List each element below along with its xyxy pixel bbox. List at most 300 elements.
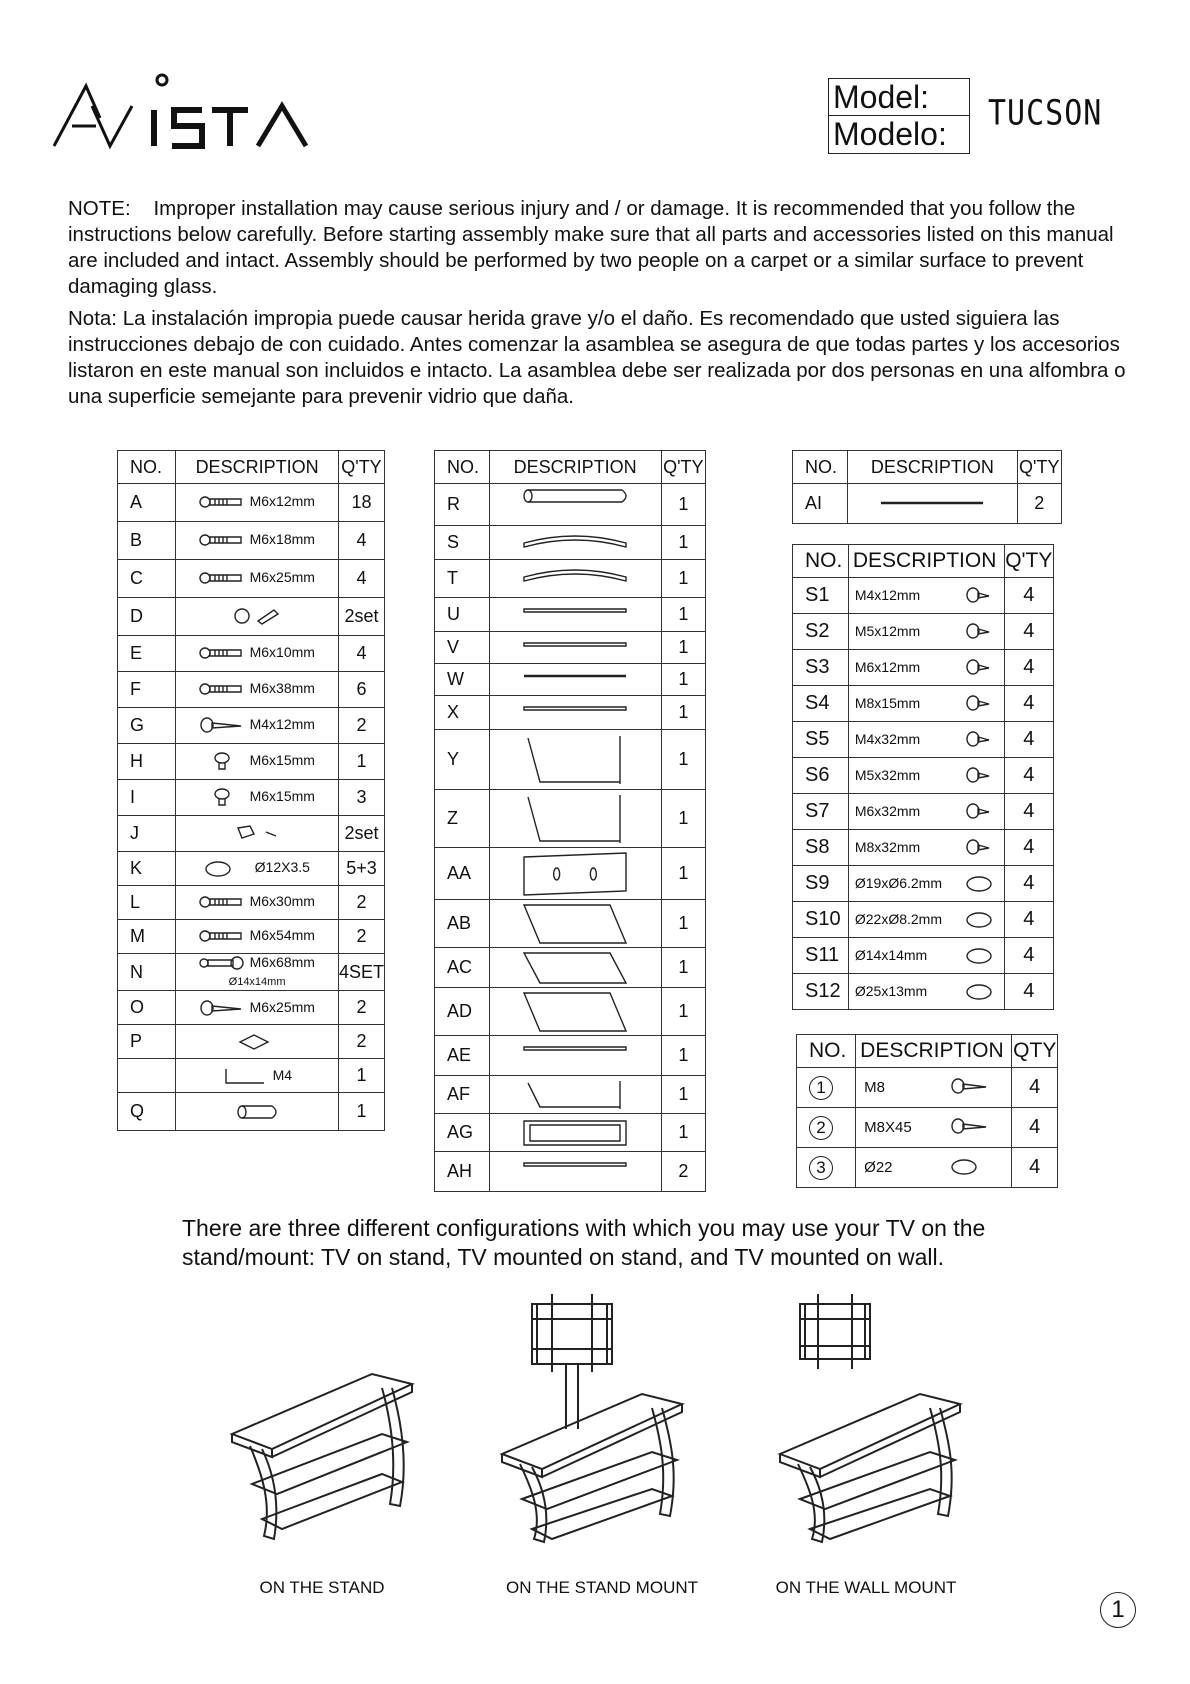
header-no: NO.	[118, 451, 176, 484]
table-row	[118, 672, 385, 708]
part-number-circle: 2	[809, 1116, 833, 1140]
note-english	[68, 196, 1128, 300]
table-row	[118, 920, 385, 954]
part-quantity: 2	[338, 991, 384, 1025]
part-spec: M4x12mm	[854, 586, 921, 603]
part-number: P	[118, 1025, 176, 1059]
table-row	[435, 632, 706, 664]
part-number: AH	[435, 1152, 490, 1192]
part-quantity: 3	[338, 780, 384, 816]
header-no: NO.	[435, 451, 490, 484]
table-row	[118, 991, 385, 1025]
part-quantity: 2	[338, 886, 384, 920]
part-quantity: 1	[661, 848, 705, 900]
table-row	[118, 1059, 385, 1093]
part-number: AB	[435, 900, 490, 948]
part-description	[489, 948, 661, 988]
part-number	[797, 1148, 856, 1188]
part-number: AE	[435, 1036, 490, 1076]
table-row	[118, 522, 385, 560]
part-number	[797, 1108, 856, 1148]
table-row	[118, 886, 385, 920]
part-description	[848, 686, 1004, 722]
parts-table-wall-anchors	[796, 1034, 1058, 1188]
table-row	[435, 948, 706, 988]
table-row	[118, 852, 385, 886]
part-number: S8	[793, 830, 849, 866]
part-description	[176, 991, 339, 1025]
part-quantity: 4	[1004, 902, 1053, 938]
part-spec: M6x38mm	[249, 680, 315, 697]
part-spec: M6x12mm	[249, 493, 315, 510]
part-quantity: 1	[661, 900, 705, 948]
part-description	[176, 708, 339, 744]
part-quantity: 4	[1004, 722, 1053, 758]
part-number	[118, 1059, 176, 1093]
note-spanish	[68, 306, 1128, 410]
bumper-icon	[950, 1157, 990, 1179]
part-description	[848, 484, 1017, 524]
table-row	[435, 664, 706, 696]
part-number: T	[435, 560, 490, 598]
header-no: NO.	[793, 451, 848, 484]
part-spec: M6x54mm	[249, 927, 315, 944]
part-number: B	[118, 522, 176, 560]
part-spec: M8x15mm	[854, 694, 921, 711]
header-qty: Q'TY	[338, 451, 384, 484]
bracket-icon	[520, 734, 630, 786]
part-description	[489, 598, 661, 632]
part-number: R	[435, 484, 490, 526]
knob-icon	[199, 788, 245, 806]
bolt-icon	[199, 569, 245, 587]
part-spec: Ø25x13mm	[854, 982, 928, 999]
plate-icon	[234, 1033, 280, 1051]
part-quantity: 1	[661, 484, 705, 526]
screw-icon	[950, 1077, 990, 1099]
screw-icon	[199, 716, 245, 734]
part-spec: Ø22xØ8.2mm	[854, 910, 942, 927]
bumper-icon	[965, 874, 993, 892]
header-description: DESCRIPTION	[848, 545, 1004, 578]
header-no: NO.	[797, 1035, 856, 1068]
table-row	[435, 988, 706, 1036]
part-description	[176, 954, 339, 991]
part-description	[176, 522, 339, 560]
table-row	[118, 816, 385, 852]
part-description	[848, 650, 1004, 686]
bolt-icon	[199, 893, 245, 911]
part-description	[489, 560, 661, 598]
part-description	[489, 1036, 661, 1076]
part-number: Z	[435, 790, 490, 848]
glass-shelf-icon	[520, 951, 630, 985]
table-row	[118, 744, 385, 780]
bracket-icon	[520, 1079, 630, 1111]
header-qty: Q'TY	[661, 451, 705, 484]
cam-lock-icon	[234, 607, 280, 625]
part-number: J	[118, 816, 176, 852]
glass-shelf-icon	[520, 991, 630, 1033]
glass-shelf-icon	[520, 903, 630, 945]
part-number: K	[118, 852, 176, 886]
part-spec: M4	[272, 1066, 293, 1083]
screw-icon	[965, 802, 993, 820]
table-row	[118, 1025, 385, 1059]
part-number: S10	[793, 902, 849, 938]
part-number: S6	[793, 758, 849, 794]
screw-icon	[950, 1117, 990, 1139]
part-description	[176, 672, 339, 708]
tube-icon	[234, 1103, 280, 1121]
parts-table-3	[792, 450, 1062, 524]
part-quantity: 6	[338, 672, 384, 708]
header-description: DESCRIPTION	[848, 451, 1017, 484]
part-description	[848, 866, 1004, 902]
parts-table-2	[434, 450, 706, 1192]
part-quantity: 18	[338, 484, 384, 522]
config-label-wall-mount: ON THE WALL MOUNT	[775, 1578, 957, 1597]
model-label-es: Modelo:	[833, 116, 947, 152]
clip-icon	[234, 824, 280, 842]
curved-panel-icon	[520, 563, 630, 595]
part-number: AD	[435, 988, 490, 1036]
part-spec: M6x10mm	[249, 644, 315, 661]
part-number: F	[118, 672, 176, 708]
parts-table-screws	[792, 544, 1054, 1010]
part-description	[489, 848, 661, 900]
rod-icon	[877, 494, 987, 512]
part-description	[848, 758, 1004, 794]
part-quantity: 4	[1012, 1108, 1058, 1148]
part-quantity: 1	[661, 560, 705, 598]
table-row	[435, 790, 706, 848]
bolt-icon	[199, 680, 245, 698]
table-row	[118, 484, 385, 522]
part-description	[489, 900, 661, 948]
part-description	[489, 526, 661, 560]
config-label-stand: ON THE STAND	[259, 1578, 385, 1597]
table-row	[435, 484, 706, 526]
part-number: AA	[435, 848, 490, 900]
part-quantity: 1	[661, 526, 705, 560]
screw-icon	[965, 622, 993, 640]
part-quantity: 4	[1004, 866, 1053, 902]
bolt-icon	[199, 493, 245, 511]
part-quantity: 4	[338, 560, 384, 598]
part-description	[848, 902, 1004, 938]
part-description	[176, 484, 339, 522]
part-description	[856, 1068, 1012, 1108]
part-number: Y	[435, 730, 490, 790]
part-quantity: 1	[661, 1036, 705, 1076]
part-quantity: 4	[1004, 650, 1053, 686]
part-spec-2: Ø14x14mm	[228, 976, 286, 989]
knob-icon	[199, 752, 245, 770]
part-quantity: 4	[1004, 758, 1053, 794]
part-description	[848, 722, 1004, 758]
table-row	[435, 1114, 706, 1152]
part-number: S	[435, 526, 490, 560]
part-spec: M6x68mm	[249, 954, 315, 971]
part-description	[489, 664, 661, 696]
part-spec: Ø19xØ6.2mm	[854, 874, 942, 891]
part-quantity: 1	[661, 948, 705, 988]
part-description	[848, 578, 1004, 614]
part-quantity: 2	[1017, 484, 1061, 524]
table-row	[793, 722, 1054, 758]
part-description	[176, 816, 339, 852]
part-number: S3	[793, 650, 849, 686]
table-row	[793, 686, 1054, 722]
screw-icon	[965, 766, 993, 784]
header-qty: Q'TY	[1017, 451, 1061, 484]
part-quantity: 4	[338, 636, 384, 672]
bumper-icon	[204, 859, 250, 877]
table-row	[435, 598, 706, 632]
part-number: O	[118, 991, 176, 1025]
part-description	[176, 1025, 339, 1059]
part-number: W	[435, 664, 490, 696]
table-row	[793, 484, 1062, 524]
part-number-circle: 3	[809, 1156, 833, 1180]
bolt-icon	[199, 531, 245, 549]
part-description	[489, 790, 661, 848]
part-number: U	[435, 598, 490, 632]
table-row	[793, 758, 1054, 794]
table-row	[793, 614, 1054, 650]
part-description	[848, 974, 1004, 1010]
part-spec: M6x25mm	[249, 998, 315, 1015]
tube-icon	[520, 487, 630, 523]
part-description	[489, 988, 661, 1036]
part-description	[176, 852, 339, 886]
screw-icon	[199, 999, 245, 1017]
part-description	[176, 744, 339, 780]
part-quantity: 4	[1012, 1068, 1058, 1108]
part-quantity: 1	[661, 730, 705, 790]
part-description	[489, 696, 661, 730]
part-number: S7	[793, 794, 849, 830]
rod-icon	[520, 667, 630, 693]
bumper-icon	[965, 946, 993, 964]
model-label-en: Model:	[829, 79, 969, 116]
table-row	[793, 578, 1054, 614]
part-spec: M6x15mm	[249, 788, 315, 805]
part-spec: M5x32mm	[854, 766, 921, 783]
bolt-icon	[199, 927, 245, 945]
header-description: DESCRIPTION	[489, 451, 661, 484]
header-qty: Q'TY	[1004, 545, 1053, 578]
part-spec: M6x32mm	[854, 802, 921, 819]
part-number: Q	[118, 1093, 176, 1131]
part-quantity: 4	[1004, 794, 1053, 830]
part-number-circle: 1	[809, 1076, 833, 1100]
part-number: N	[118, 954, 176, 991]
part-quantity: 1	[661, 696, 705, 730]
bolt-spacer-icon	[199, 954, 245, 972]
part-description	[176, 920, 339, 954]
part-spec: M6x12mm	[854, 658, 921, 675]
screw-icon	[965, 838, 993, 856]
part-number: AC	[435, 948, 490, 988]
table-row	[118, 1093, 385, 1131]
parts-table-1	[117, 450, 385, 1131]
table-row	[793, 650, 1054, 686]
part-quantity: 5+3	[338, 852, 384, 886]
table-row	[435, 730, 706, 790]
part-number: X	[435, 696, 490, 730]
part-quantity: 1	[661, 664, 705, 696]
part-description	[848, 938, 1004, 974]
note-text: Improper installation may cause serious injury and / or damage. It is recommended that you follow the instructions below carefully. Before starting assembly make sure that all parts and accessories listed on this manual are included and intact. Assembly should be performed by two people on a carpet or a similar surface to prevent damaging glass.	[68, 197, 1114, 298]
part-number: L	[118, 886, 176, 920]
model-name: TUCSON	[988, 93, 1103, 134]
table-row	[435, 1152, 706, 1192]
part-description	[489, 632, 661, 664]
rail-icon	[520, 601, 630, 629]
part-number: S12	[793, 974, 849, 1010]
part-quantity: 2	[338, 920, 384, 954]
table-row	[797, 1148, 1058, 1188]
part-quantity: 4	[338, 522, 384, 560]
nota-text: Nota: La instalación impropia puede causar herida grave y/o el daño. Es recomendado que usted siguiera las instrucciones debajo de con cuidado. Antes comenzar la asamblea se asegura de que todas partes y los accesorios listaron en este manual son incluidos e intacto. La asamblea debe ser realizada por dos personas en una alfombra o una superficie semejante para prevenir vidrio que daña.	[68, 307, 1126, 408]
part-description	[176, 1059, 339, 1093]
allen-key-icon	[222, 1067, 268, 1085]
table-row	[118, 954, 385, 991]
part-quantity: 2	[338, 1025, 384, 1059]
rail-icon	[520, 699, 630, 727]
part-description	[176, 1093, 339, 1131]
curved-panel-icon	[520, 529, 630, 557]
part-number: D	[118, 598, 176, 636]
header-qty: QTY	[1012, 1035, 1058, 1068]
part-description	[489, 484, 661, 526]
header-no: NO.	[793, 545, 849, 578]
mount-plate-icon	[520, 851, 630, 897]
table-row	[118, 598, 385, 636]
part-spec: Ø22	[864, 1158, 893, 1176]
part-number: C	[118, 560, 176, 598]
table-row	[435, 900, 706, 948]
note-title: NOTE:	[68, 197, 131, 220]
part-quantity: 1	[661, 598, 705, 632]
part-description	[848, 614, 1004, 650]
part-number: S11	[793, 938, 849, 974]
screw-icon	[965, 658, 993, 676]
part-description	[176, 636, 339, 672]
screw-icon	[965, 730, 993, 748]
model-label-box	[828, 78, 970, 154]
part-quantity: 2	[661, 1152, 705, 1192]
table-row	[435, 696, 706, 730]
part-quantity: 2	[338, 708, 384, 744]
part-description	[176, 598, 339, 636]
part-quantity: 1	[661, 1076, 705, 1114]
part-number: M	[118, 920, 176, 954]
part-description	[856, 1148, 1012, 1188]
part-quantity: 1	[661, 1114, 705, 1152]
part-number: AG	[435, 1114, 490, 1152]
table-row	[793, 938, 1054, 974]
table-row	[118, 560, 385, 598]
part-quantity: 2set	[338, 816, 384, 852]
part-quantity: 1	[338, 744, 384, 780]
part-number: S2	[793, 614, 849, 650]
part-quantity: 4	[1004, 830, 1053, 866]
screw-icon	[965, 586, 993, 604]
part-number: A	[118, 484, 176, 522]
configurations-text: There are three different configurations with which you may use your TV on the stand/mount: TV on stand, TV mounted on stand, and TV mounted on wall.	[182, 1215, 986, 1270]
table-row	[118, 636, 385, 672]
part-description	[176, 560, 339, 598]
bumper-icon	[965, 982, 993, 1000]
config-label-stand-mount: ON THE STAND MOUNT	[505, 1578, 699, 1597]
avista-logo	[52, 66, 312, 156]
part-number: I	[118, 780, 176, 816]
part-number: AI	[793, 484, 848, 524]
part-number: G	[118, 708, 176, 744]
part-spec: Ø12X3.5	[254, 859, 310, 876]
rail-icon	[520, 1155, 630, 1189]
part-spec: M4x32mm	[854, 730, 921, 747]
part-quantity: 1	[661, 790, 705, 848]
table-row	[797, 1068, 1058, 1108]
tv-stand-mount-illustration	[492, 1284, 732, 1544]
rail-icon	[520, 1039, 630, 1073]
frame-icon	[520, 1117, 630, 1149]
bolt-icon	[199, 644, 245, 662]
part-spec: M8X45	[864, 1118, 912, 1136]
part-number: S5	[793, 722, 849, 758]
part-quantity: 4	[1004, 974, 1053, 1010]
part-quantity: 4	[1004, 686, 1053, 722]
part-number: AF	[435, 1076, 490, 1114]
part-description	[176, 886, 339, 920]
table-row	[435, 1076, 706, 1114]
part-description	[176, 780, 339, 816]
part-quantity: 1	[338, 1059, 384, 1093]
part-number: V	[435, 632, 490, 664]
part-spec: M6x30mm	[249, 893, 315, 910]
table-row	[435, 848, 706, 900]
part-spec: M8x32mm	[854, 838, 921, 855]
table-row	[797, 1108, 1058, 1148]
part-quantity: 4	[1004, 938, 1053, 974]
part-quantity: 1	[661, 988, 705, 1036]
part-number: S9	[793, 866, 849, 902]
table-row	[793, 794, 1054, 830]
part-description	[856, 1108, 1012, 1148]
table-row	[435, 560, 706, 598]
bumper-icon	[965, 910, 993, 928]
part-description	[489, 1114, 661, 1152]
part-quantity: 4	[1004, 578, 1053, 614]
tv-wall-mount-illustration	[770, 1284, 1010, 1544]
table-row	[435, 1036, 706, 1076]
table-row	[435, 526, 706, 560]
header-description: DESCRIPTION	[856, 1035, 1012, 1068]
part-quantity: 4	[1004, 614, 1053, 650]
part-number	[797, 1068, 856, 1108]
part-quantity: 1	[661, 632, 705, 664]
part-spec: M6x15mm	[249, 752, 315, 769]
table-row	[793, 866, 1054, 902]
part-quantity: 1	[338, 1093, 384, 1131]
part-number: S4	[793, 686, 849, 722]
bracket-icon	[520, 793, 630, 845]
part-spec: M6x25mm	[249, 569, 315, 586]
